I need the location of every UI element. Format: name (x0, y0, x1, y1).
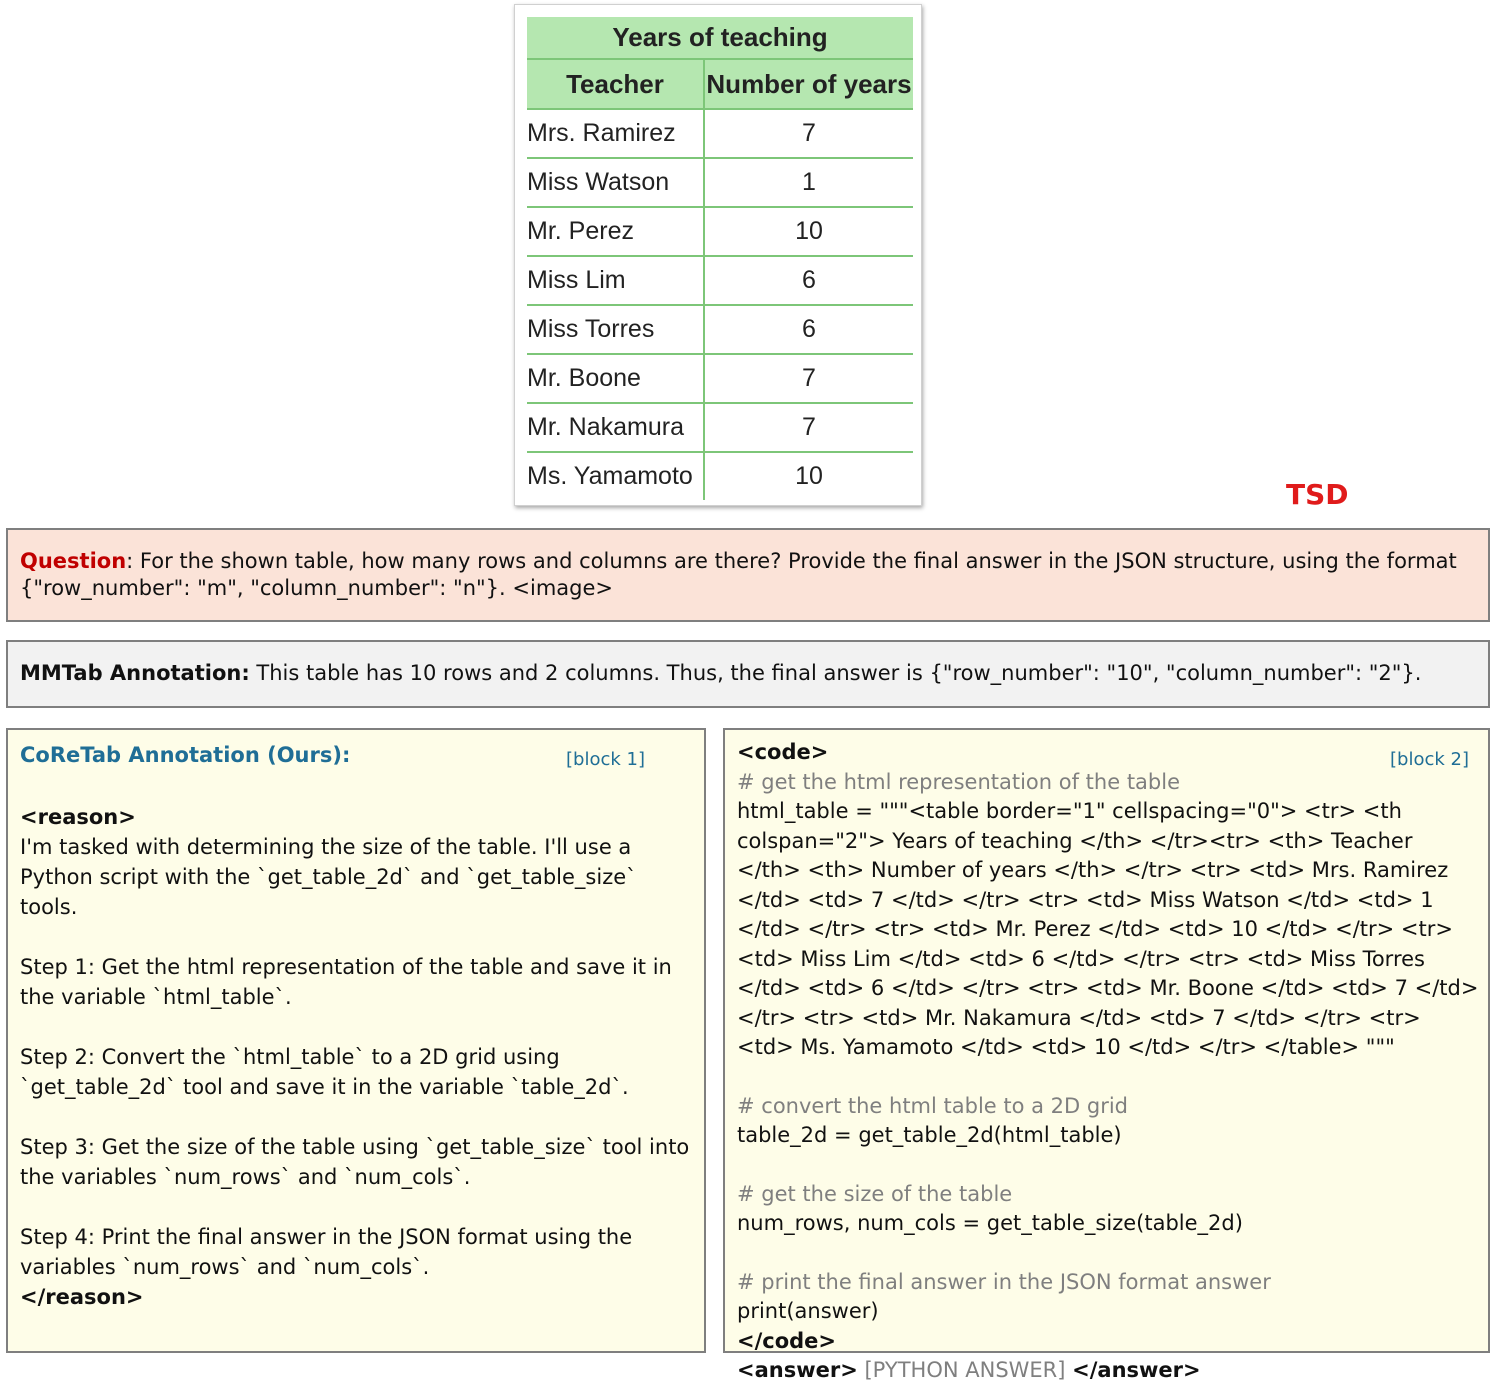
coretab-annotation-box (6, 728, 706, 1353)
teaching-table (527, 17, 913, 500)
reason-paragraph: Step 4: Print the final answer in the JSON format using the variables `num_rows` and `num_cols`. (20, 1225, 633, 1279)
mmtab-label: MMTab Annotation: (20, 661, 250, 685)
teacher-cell: Ms. Yamamoto (527, 452, 704, 500)
code-comment: # convert the html table to a 2D grid (737, 1093, 1129, 1118)
reason-content (20, 802, 692, 1312)
answer-close-tag: </answer> (1072, 1358, 1201, 1382)
code-line: html_table = """<table border="1" cellspacing="0"> <tr> <th colspan="2"> Years of teaching </th> </tr><tr> <th> Teacher </th> <th> Number of years </th> </tr> <tr> <td> Mrs. Ramirez </td> <td> 7 </td> </tr> <tr> <td> Miss Watson </td> <td> 1 </td> </tr> <tr> <td> Mr. Perez </td> <td> 10 </td> </tr> <tr> <td> Miss Lim </td> <td> 6 </td> </tr> <tr> <td> Miss Torres </td> <td> 6 </td> </tr> <tr> <td> Mr. Boone </td> <td> 7 </td> </tr> <tr> <td> Mr. Nakamura </td> <td> 7 </td> </tr> <tr> <td> Ms. Yamamoto </td> <td> 10 </td> </tr> </table> """ (737, 799, 1486, 1059)
table-row (527, 305, 913, 354)
reason-paragraph: Step 3: Get the size of the table using `get_table_size` tool into the variables `num_rows` and `num_cols`. (20, 1135, 690, 1189)
mmtab-text (20, 660, 1480, 687)
reason-paragraph: I'm tasked with determining the size of the table. I'll use a Python script with the `get_table_2d` and `get_table_size` tools. (20, 835, 637, 919)
teacher-cell: Mr. Nakamura (527, 403, 704, 452)
table-image (514, 4, 922, 506)
reason-close-tag: </reason> (20, 1285, 144, 1309)
table-row (527, 452, 913, 500)
block-2-tag: [block 2] (1390, 749, 1469, 770)
mmtab-body: This table has 10 rows and 2 columns. Thus, the final answer is {"row_number": "10", "column_number": "2"}. (249, 661, 1422, 685)
teacher-cell: Miss Torres (527, 305, 704, 354)
code-close-tag: </code> (737, 1328, 837, 1353)
table-caption: Years of teaching (527, 17, 913, 59)
code-comment: # print the final answer in the JSON format answer (737, 1269, 1271, 1294)
question-label: Question (20, 549, 127, 573)
table-row (527, 256, 913, 305)
code-content (737, 738, 1486, 1386)
header-years: Number of years (704, 59, 913, 109)
years-cell: 7 (704, 354, 913, 403)
code-line: num_rows, num_cols = get_table_size(table_2d) (737, 1211, 1243, 1235)
teacher-cell: Miss Watson (527, 158, 704, 207)
code-line: table_2d = get_table_2d(html_table) (737, 1123, 1122, 1147)
teacher-cell: Mrs. Ramirez (527, 109, 704, 158)
teacher-cell: Miss Lim (527, 256, 704, 305)
table-row (527, 109, 913, 158)
answer-placeholder: [PYTHON ANSWER] (857, 1358, 1073, 1382)
years-cell: 10 (795, 462, 823, 490)
table-row (527, 354, 913, 403)
years-cell: 6 (704, 305, 913, 354)
years-cell: 6 (704, 256, 913, 305)
code-comment: # get the html representation of the table (737, 769, 1181, 794)
code-open-tag: <code> (737, 740, 829, 764)
answer-line (737, 1356, 1482, 1386)
code-comment: # get the size of the table (737, 1181, 1013, 1206)
teacher-cell: Mr. Boone (527, 354, 704, 403)
code-block-box (723, 728, 1490, 1382)
teacher-cell: Mr. Perez (527, 207, 704, 256)
mmtab-annotation-box (6, 640, 1490, 708)
years-cell: 7 (704, 403, 913, 452)
answer-open-tag: <answer> (737, 1358, 858, 1382)
reason-open-tag: <reason> (20, 805, 136, 829)
block-1-tag: [block 1] (566, 749, 645, 770)
years-cell: 7 (704, 109, 913, 158)
reason-paragraph: Step 1: Get the html representation of the table and save it in the variable `html_table`. (20, 955, 672, 1009)
question-text (20, 548, 1480, 602)
reason-paragraph: Step 2: Convert the `html_table` to a 2D grid using `get_table_2d` tool and save it in the variable `table_2d`. (20, 1045, 629, 1099)
question-body: : For the shown table, how many rows and columns are there? Provide the final answer in the JSON structure, using the format {"row_number": "m", "column_number": "n"}. <image> (20, 549, 1457, 600)
table-row (527, 207, 913, 256)
code-line: print(answer) (737, 1299, 879, 1323)
table-row (527, 158, 913, 207)
tsd-label: TSD (1286, 478, 1349, 511)
coretab-title: CoReTab Annotation (Ours): (20, 743, 351, 767)
question-box (6, 528, 1490, 622)
header-teacher: Teacher (527, 59, 704, 109)
table-row (527, 403, 913, 452)
years-cell: 1 (704, 158, 913, 207)
years-cell: 10 (704, 207, 913, 256)
